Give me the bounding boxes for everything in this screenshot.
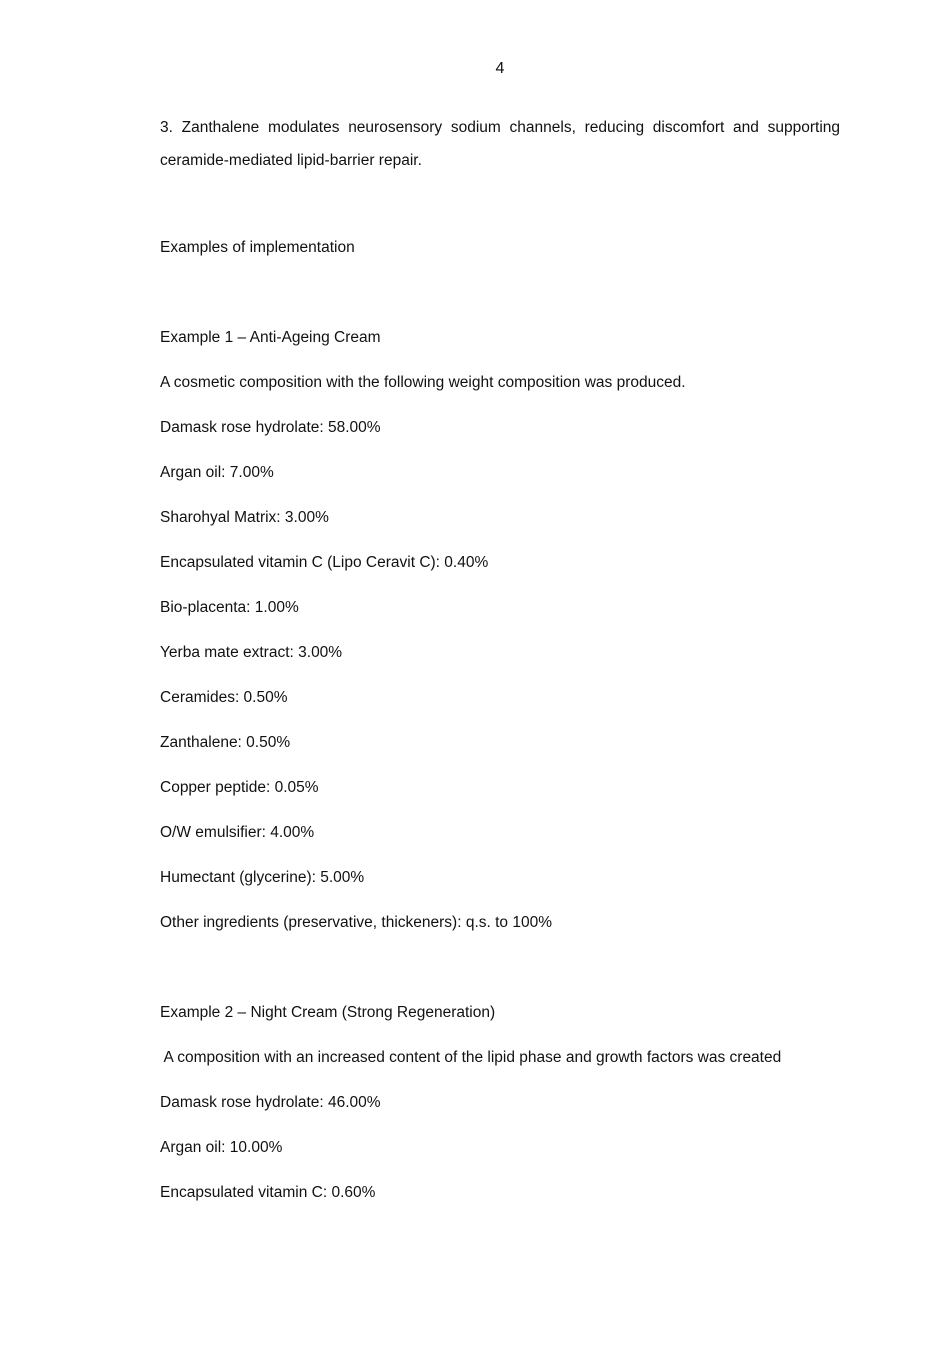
example2-description: A composition with an increased content of the lipid phase and growth factors was created — [160, 1049, 782, 1066]
example1-ingredient: Zanthalene: 0.50% — [160, 734, 291, 751]
example2-ingredient: Encapsulated vitamin C: 0.60% — [160, 1184, 376, 1201]
example1-ingredient: Sharohyal Matrix: 3.00% — [160, 509, 329, 526]
intro-paragraph: 3. Zanthalene modulates neurosensory sodium channels, reducing discomfort and supporting ceramide-mediated lipid-barrier repair. — [160, 119, 840, 169]
example1-ingredient: Damask rose hydrolate: 58.00% — [160, 419, 381, 436]
page-number: 4 — [495, 60, 505, 77]
example1-ingredient: Copper peptide: 0.05% — [160, 779, 319, 796]
example1-title: Example 1 – Anti-Ageing Cream — [160, 329, 381, 346]
example1-ingredient: Ceramides: 0.50% — [160, 689, 288, 706]
example1-ingredient: Argan oil: 7.00% — [160, 464, 274, 481]
example1-ingredient: Bio-placenta: 1.00% — [160, 599, 299, 616]
example2-ingredient: Damask rose hydrolate: 46.00% — [160, 1094, 381, 1111]
example1-ingredient: Yerba mate extract: 3.00% — [160, 644, 343, 661]
example1-ingredient: O/W emulsifier: 4.00% — [160, 824, 315, 841]
example1-ingredient: Humectant (glycerine): 5.00% — [160, 869, 365, 886]
example1-description: A cosmetic composition with the following weight composition was produced. — [160, 374, 686, 391]
example1-ingredient: Encapsulated vitamin C (Lipo Ceravit C): 0.40% — [160, 554, 489, 571]
example2-ingredient: Argan oil: 10.00% — [160, 1139, 283, 1156]
example1-ingredient: Other ingredients (preservative, thickeners): q.s. to 100% — [160, 914, 552, 931]
section-heading: Examples of implementation — [160, 239, 355, 256]
example2-title: Example 2 – Night Cream (Strong Regeneration) — [160, 1004, 496, 1021]
